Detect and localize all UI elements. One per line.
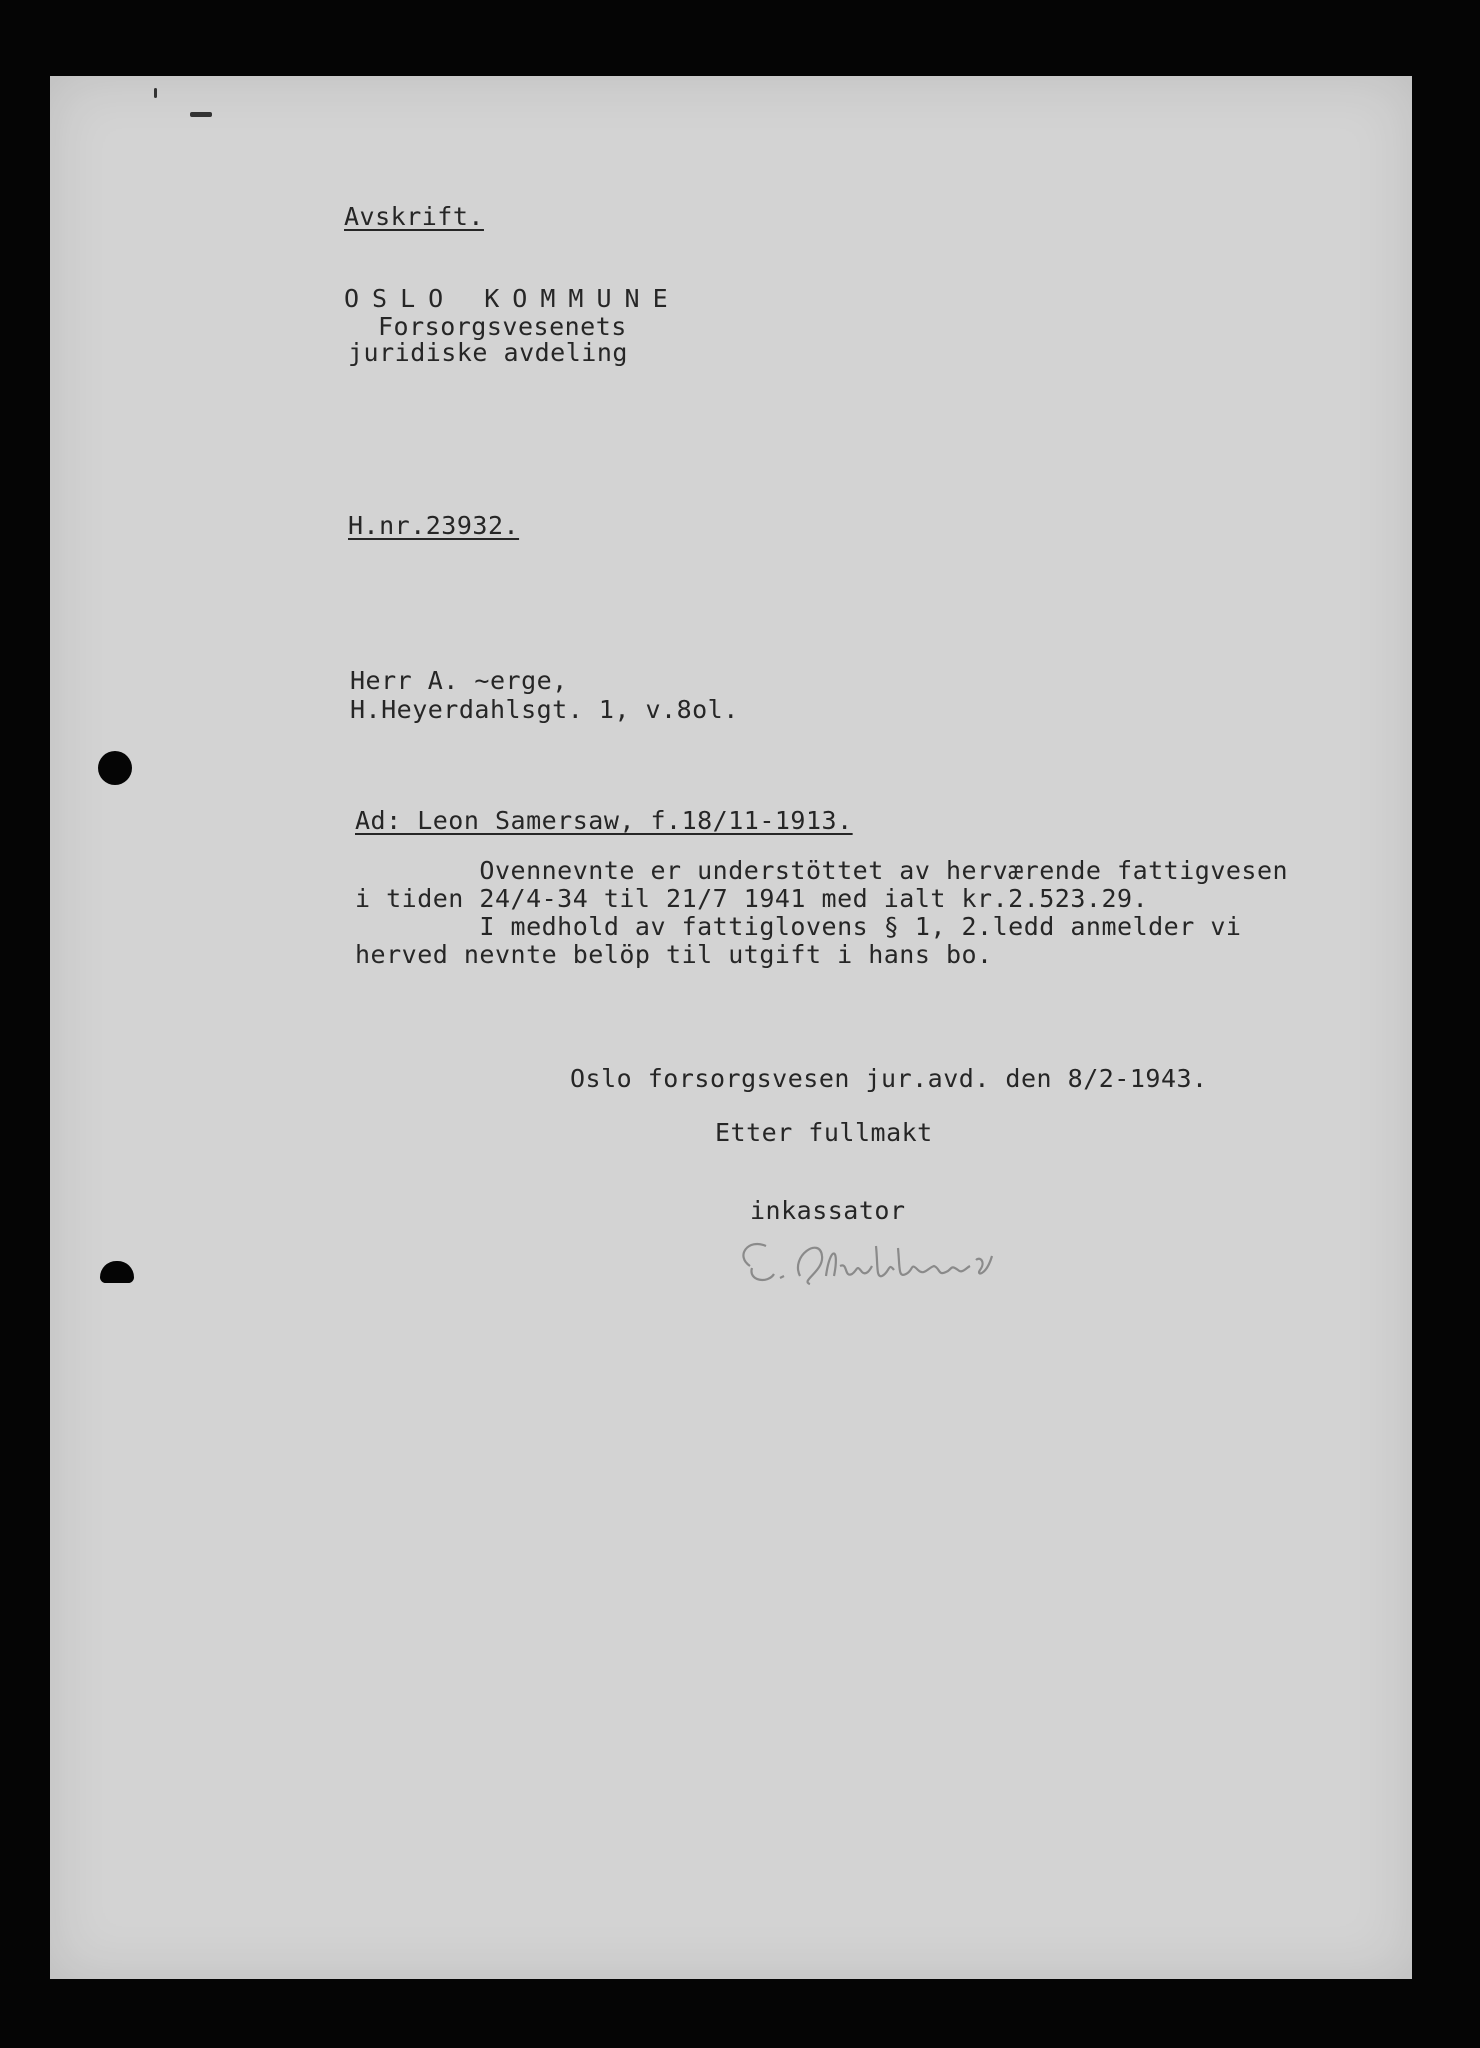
org-division: juridiske avdeling	[348, 338, 628, 367]
authority-line: Etter fullmakt	[715, 1118, 933, 1147]
document-page	[50, 76, 1412, 1979]
recipient-address: H.Heyerdahlsgt. 1, v.8ol.	[350, 695, 739, 724]
body-line: I medhold av fattiglovens § 1, 2.ledd anmelder vi	[355, 912, 1242, 941]
document-heading: Avskrift.	[344, 202, 484, 231]
paper-mark	[190, 112, 212, 117]
body-line: herved nevnte belöp til utgift i hans bo.	[355, 940, 993, 969]
recipient-name: Herr A. ~erge,	[350, 666, 568, 695]
subject-line: Ad: Leon Samersaw, f.18/11-1913.	[355, 806, 853, 835]
paper-mark	[154, 88, 157, 98]
signatory-title: inkassator	[750, 1196, 906, 1225]
org-name: OSLO KOMMUNE	[344, 284, 681, 313]
body-line: i tiden 24/4-34 til 21/7 1941 med ialt kr.2.523.29.	[355, 884, 1149, 913]
org-department: Forsorgsvesenets	[378, 312, 627, 341]
reference-number: H.nr.23932.	[348, 511, 520, 540]
place-and-date: Oslo forsorgsvesen jur.avd. den 8/2-1943.	[570, 1064, 1208, 1093]
handwritten-signature	[730, 1226, 1030, 1296]
body-line: Ovennevnte er understöttet av herværende fattigvesen	[355, 856, 1289, 885]
punch-hole	[98, 751, 132, 785]
punch-hole	[100, 1261, 134, 1283]
